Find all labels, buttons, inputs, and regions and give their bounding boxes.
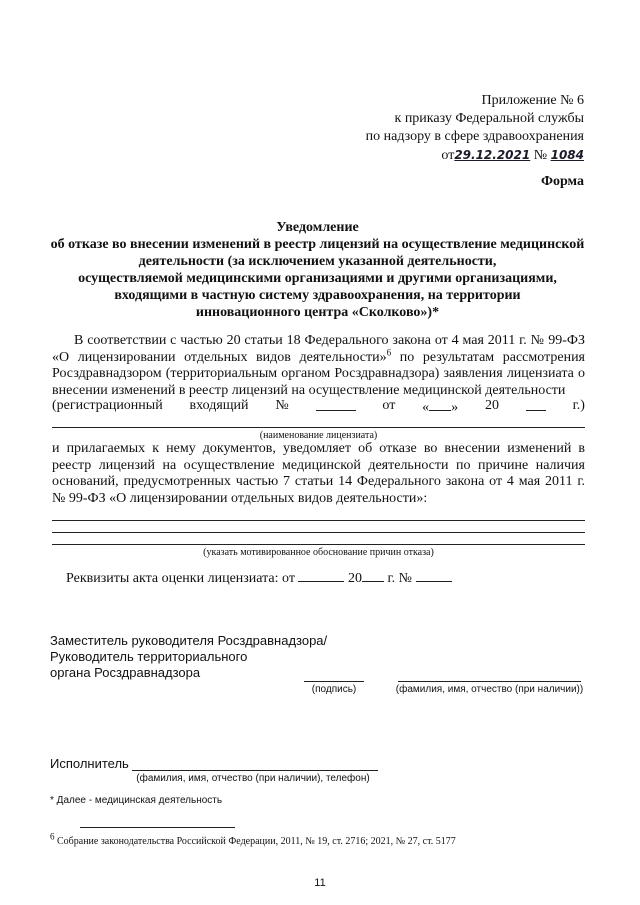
- signatory-title: Заместитель руководителя Росздравнадзора/ Руководитель территориального органа Росздравнадзора: [50, 633, 328, 680]
- caption-signature: (подпись): [311, 684, 357, 695]
- footnote: $^6$ Собрание законодательства Российской Федерации, 2011, № 19, ст. 2716; 2021, № 27, ст. 5177: [50, 831, 456, 847]
- signature-line[interactable]: [304, 681, 364, 682]
- form-label: Форма: [540, 174, 584, 189]
- executor-line[interactable]: [132, 770, 378, 771]
- footnote-mark: 6: [50, 831, 55, 842]
- caption-executor: (фамилия, имя, отчество (при наличии), телефон): [136, 773, 370, 784]
- requisites-number-field[interactable]: [416, 569, 452, 582]
- reg-year-field[interactable]: [526, 398, 546, 411]
- caption-reason: (указать мотивированное обоснование причин отказа): [203, 547, 434, 558]
- handwritten-date: 29.12.2021: [454, 148, 531, 162]
- footnote-separator: [80, 827, 235, 828]
- requisites-line: Реквизиты акта оценки лицензиата: от 20 г. №: [66, 569, 452, 587]
- annex-agency: по надзору в сфере здравоохранения: [365, 129, 584, 144]
- annex-number: Приложение № 6: [481, 93, 584, 108]
- executor-label: Исполнитель: [50, 756, 129, 771]
- reason-line-2[interactable]: [52, 532, 585, 533]
- reason-line-3[interactable]: [52, 544, 585, 545]
- document-title: Уведомление об отказе во внесении изменений в реестр лицензий на осуществление медицинской деятельности (за исключением указанной деятельности, осуществляемой медицинскими организациями и другими организациями, входящими в частную систему здравоохранения, на территории инновационного центра «Сколково»)*: [50, 220, 585, 320]
- signatory-name-line[interactable]: [398, 681, 581, 682]
- caption-licensee: (наименование лицензиата): [259, 430, 378, 441]
- footnote-ref: 6: [386, 346, 392, 357]
- annex-header: [366, 92, 584, 165]
- annex-date-line: от29.12.2021 № 1084: [441, 148, 584, 163]
- reg-day-field[interactable]: [429, 398, 451, 411]
- body-paragraph-2: и прилагаемых к нему документов, уведомляет об отказе во внесении изменений в реестр лицензий на осуществление медицинской деятельности по причине наличия оснований, предусмотренных частью 7 статьи 14 Федерального закона от 4 мая 2011 г. № 99-ФЗ «О лицензировании отдельных видов деятельности»:: [52, 441, 585, 506]
- body-paragraph-1: В соответствии с частью 20 статьи 18 Федерального закона от 4 мая 2011 г. № 99-ФЗ «О лицензировании отдельных видов деятельности»$^6$ по результатам рассмотрения Росздравнадзором (территориальным органом Росздравнадзора) заявления лицензиата о внесении изменений в реестр лицензий на осуществление медицинской деятельности: [52, 333, 585, 398]
- requisites-year-field[interactable]: [362, 569, 384, 582]
- registration-row: (регистрационный входящий № от « » 20 г.): [52, 398, 585, 415]
- caption-signatory-name: (фамилия, имя, отчество (при наличии)): [395, 684, 584, 695]
- annex-order-ref: к приказу Федеральной службы: [394, 111, 584, 126]
- requisites-date-field[interactable]: [298, 569, 344, 582]
- reg-number-field[interactable]: [316, 398, 356, 411]
- asterisk-note: * Далее - медицинская деятельность: [50, 795, 223, 806]
- reason-line-1[interactable]: [52, 520, 585, 521]
- page-number: 11: [314, 877, 326, 889]
- handwritten-number: 1084: [550, 148, 584, 162]
- licensee-name-line[interactable]: [52, 427, 585, 428]
